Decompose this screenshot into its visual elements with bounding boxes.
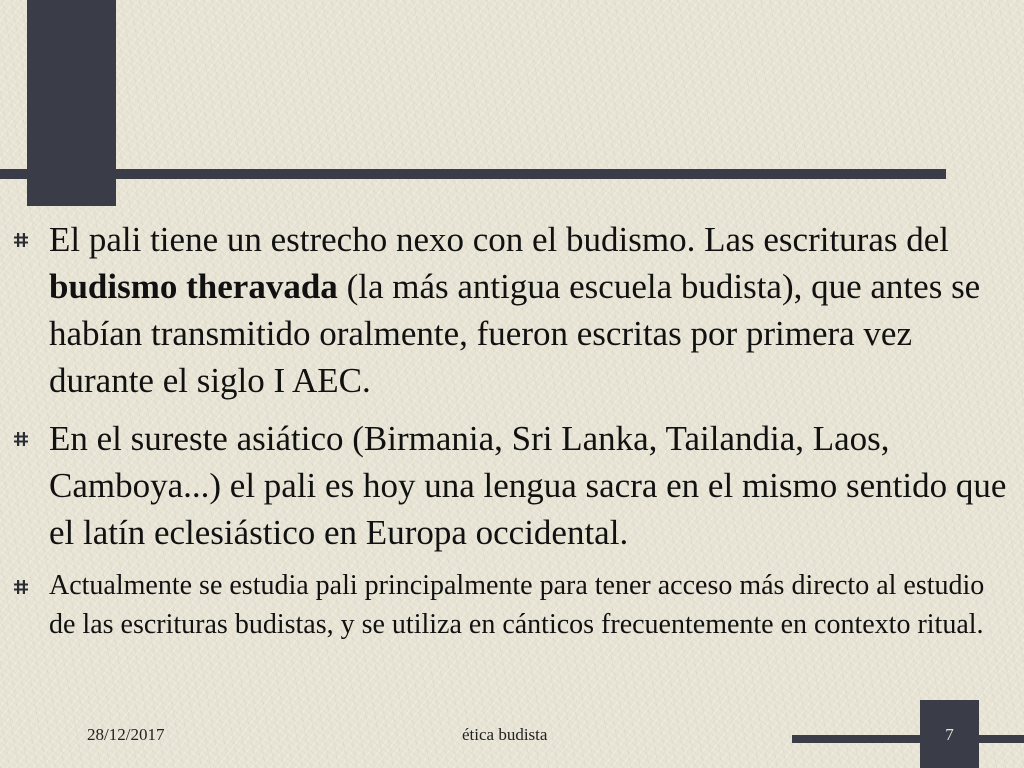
slide-content: [14, 216, 1014, 644]
bullet-1-bold-term: budismo theravada: [49, 267, 338, 306]
bullet-item-1: [14, 216, 1014, 404]
footer-title: ética budista: [462, 725, 548, 744]
decorative-horizontal-line-bottom: [792, 735, 1024, 743]
bullet-2-text: En el sureste asiático (Birmania, Sri Lanka, Tailandia, Laos, Camboya...) el pali es hoy una lengua sacra en el mismo sentido que el latín eclesiástico en Europa occidental.: [49, 419, 1007, 552]
hash-bullet-icon: [14, 432, 28, 446]
bullet-1-text-after: (la más antigua escuela budista), que antes se habían transmitido oralmente, fueron escritas por primera vez durante el siglo I AEC.: [49, 267, 981, 400]
bullet-1-text-before: El pali tiene un estrecho nexo con el budismo. Las escrituras del: [49, 220, 950, 259]
footer-date: 28/12/2017: [87, 725, 165, 744]
hash-bullet-icon: [14, 580, 28, 594]
bullet-item-3: [14, 566, 1014, 644]
decorative-horizontal-line-top: [0, 169, 946, 179]
page-number: 7: [945, 725, 954, 744]
hash-bullet-icon: [14, 233, 28, 247]
bullet-3-text: Actualmente se estudia pali principalmente para tener acceso más directo al estudio de las escrituras budistas, y se utiliza en cánticos frecuentemente en contexto ritual.: [49, 570, 985, 640]
bullet-item-2: [14, 415, 1014, 556]
